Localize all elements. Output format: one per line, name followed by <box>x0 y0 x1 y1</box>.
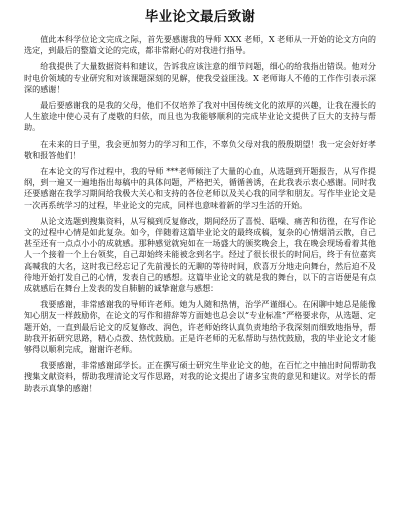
paragraph-5: 在本论文的写作过程中，我的导师 ***老师倾注了大量的心血，从选题到开题报告，从写作提纲，到一遍又一遍地指出每稿中的具体问题，严格把关，循循善诱，在此我表示衷心感谢。同时我还要感谢在我学习期间给我极大关心和支持的各位老师以及关心我的同学和朋友。写作毕业论文是一次再系统学习的过程，毕业论文的完成，同样也意味着新的学习生活的开始。 <box>24 166 376 210</box>
document-title: 毕业论文最后致谢 <box>144 9 256 25</box>
paragraph-1: 值此本科学位论文完成之际，首先要感谢我的导师 XXX 老师，X 老师从一开始的论文方向的选定，到最后的整篇文论的完成，都非常耐心的对我进行指导。 <box>24 34 376 56</box>
paragraph-3: 最后要感谢我的是我的父母，他们不仅培养了我对中国传统文化的浓厚的兴趣，让我在漫长的人生旅途中使心灵有了虔敬的归依，而且也为我能够顺利的完成毕业论文提供了巨大的支持与帮助。 <box>24 100 376 133</box>
paragraph-7: 我要感谢，非常感谢我的导师许老师。她为人随和热情，治学严谨细心。在闲聊中她总是能像知心朋友一样鼓励你，在论文的写作和措辞等方面她也总会以“专业标准”严格要求你，从选题、定题开始，一直到最后论文的反复修改、润色，许老师始终认真负责地给予我深刻而细致地指导，帮助我开拓研究思路，精心点拨、热忱鼓励。正是许老师的无私帮助与热忱鼓励，我的毕业论文才能够得以顺利完成，谢谢许老师。 <box>24 299 376 355</box>
paragraph-6: 从论文选题到搜集资料，从写稿到反复修改，期间经历了喜悦、聒噪、痛苦和彷徨，在写作论文的过程中心情是如此复杂。如今，伴随着这篇毕业论文的最终成稿，复杂的心情烟消云散，自己甚至还有一点点小小的成就感。那种感觉就宛如在一场盛大的颁奖晚会上，我在晚会现场看着其他人一个接着一个上台领奖，自己却始终未能被念到名字。经过了很长很长的时间后，终于有位嘉宾高喊我的大名，这时我已经忘记了先前漫长的无聊的等待时间，欣喜万分地走向舞台，然后迫不及待地开始打发自己的心情，发表自己的感想。这篇毕业论文的就是我的舞台，以下的言语便是有点成就感后在舞台上发表的发自肺腑的诚挚谢意与感想： <box>24 215 376 294</box>
paragraph-2: 给我提供了大量数据资料和建议，告诉我应该注意的细节问题，细心的给我指出错误。他对分时电价领域的专业研究和对该课题深刻的见解，使我受益匪浅。X 老师诲人不倦的工作作引表示深深的感谢！ <box>24 61 376 94</box>
paragraph-8: 我要感谢，非常感谢邱学长。正在撰写硕士研究生毕业论文的他，在百忙之中抽出时间帮助我搜集文献资料，帮助我理清论文写作思路，对我的论文提出了诸多宝贵的意见和建议。对学长的帮助表示真挚的感谢！ <box>24 360 376 393</box>
paragraph-4: 在未来的日子里，我会更加努力的学习和工作，不辜负父母对我的殷殷期望！我一定会好好孝敬和报答他们！ <box>24 138 376 160</box>
